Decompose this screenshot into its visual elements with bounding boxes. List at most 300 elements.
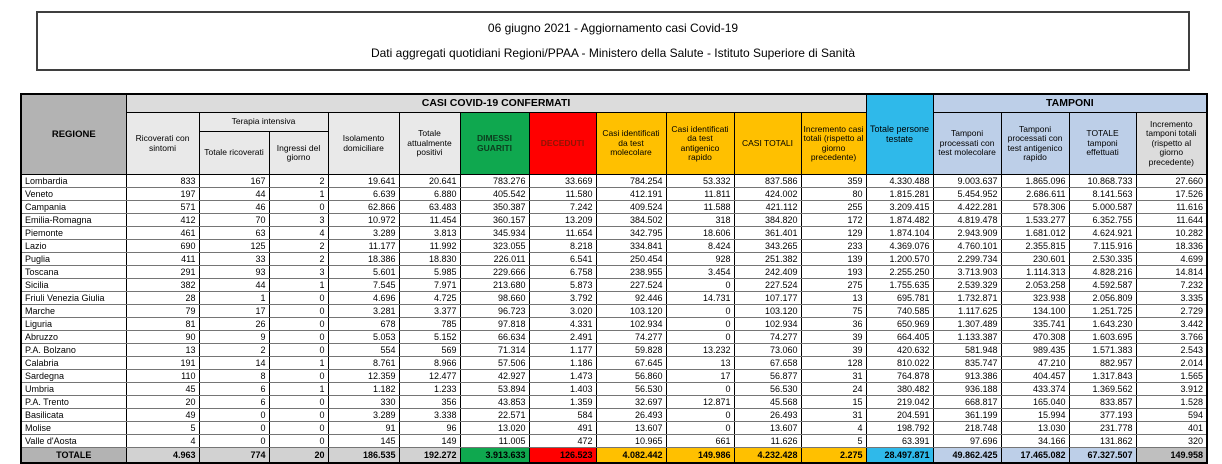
cell-terapia-totale-ricoverati: 125 [199, 240, 269, 253]
header-ricoverati-con-sintomi: Ricoverati con sintomi [126, 113, 199, 175]
cell-tamponi-molecolare: 3.713.903 [933, 266, 1001, 279]
cell-casi-test-molecolare: 56.860 [596, 370, 666, 383]
cell-terapia-ingressi-giorno: 1 [269, 357, 328, 370]
cell-incremento-casi: 4 [801, 422, 866, 435]
cell-terapia-ingressi-giorno: 0 [269, 331, 328, 344]
cell-tamponi-antigenico: 404.457 [1001, 370, 1069, 383]
cell-ricoverati-con-sintomi: 5 [126, 422, 199, 435]
cell-terapia-ingressi-giorno: 0 [269, 435, 328, 448]
cell-incremento-tamponi: 3.912 [1136, 383, 1207, 396]
cell-incremento-tamponi: 11.616 [1136, 201, 1207, 214]
cell-terapia-totale-ricoverati: 2 [199, 344, 269, 357]
cell-totale-persone-testate: 1.874.104 [866, 227, 933, 240]
cell-incremento-casi: 39 [801, 344, 866, 357]
table-row [21, 344, 1207, 357]
cell-incremento-casi: 193 [801, 266, 866, 279]
cell-casi-test-antigenico: 53.332 [666, 175, 734, 188]
table-row [21, 318, 1207, 331]
cell-tamponi-antigenico: 470.308 [1001, 331, 1069, 344]
cell-casi-test-molecolare: 250.454 [596, 253, 666, 266]
cell-casi-test-molecolare: 412.191 [596, 188, 666, 201]
cell-incremento-tamponi: 594 [1136, 409, 1207, 422]
cell-tamponi-antigenico: 2.686.611 [1001, 188, 1069, 201]
cell-deceduti: 6.541 [529, 253, 596, 266]
totale-tamponi-antigenico: 17.465.082 [1001, 448, 1069, 464]
cell-totale-tamponi: 1.251.725 [1069, 305, 1136, 318]
totale-terapia-totale-ricoverati: 774 [199, 448, 269, 464]
cell-totale-tamponi: 882.957 [1069, 357, 1136, 370]
cell-totale-persone-testate: 650.969 [866, 318, 933, 331]
cell-totale-tamponi: 1.571.383 [1069, 344, 1136, 357]
cell-dimessi-guariti: 213.680 [460, 279, 529, 292]
cell-casi-test-molecolare: 227.524 [596, 279, 666, 292]
cell-incremento-tamponi: 27.660 [1136, 175, 1207, 188]
region-name: Calabria [21, 357, 126, 370]
cell-casi-test-molecolare: 56.530 [596, 383, 666, 396]
header-incremento-tamponi: Incremento tamponi totali (rispetto al giorno precedente) [1136, 113, 1207, 175]
cell-tamponi-molecolare: 581.948 [933, 344, 1001, 357]
cell-terapia-ingressi-giorno: 0 [269, 409, 328, 422]
cell-totale-persone-testate: 420.632 [866, 344, 933, 357]
cell-incremento-tamponi: 11.644 [1136, 214, 1207, 227]
cell-tamponi-molecolare: 4.422.281 [933, 201, 1001, 214]
cell-terapia-ingressi-giorno: 3 [269, 214, 328, 227]
header-casi-test-molecolare: Casi identificati da test molecolare [596, 113, 666, 175]
cell-totale-attualmente-positivi: 20.641 [399, 175, 460, 188]
cell-totale-persone-testate: 664.405 [866, 331, 933, 344]
region-name: Molise [21, 422, 126, 435]
cell-totale-persone-testate: 740.585 [866, 305, 933, 318]
cell-dimessi-guariti: 360.157 [460, 214, 529, 227]
cell-casi-test-antigenico: 318 [666, 214, 734, 227]
cell-terapia-totale-ricoverati: 0 [199, 409, 269, 422]
cell-ricoverati-con-sintomi: 90 [126, 331, 199, 344]
cell-deceduti: 11.580 [529, 188, 596, 201]
cell-totale-attualmente-positivi: 149 [399, 435, 460, 448]
cell-ricoverati-con-sintomi: 81 [126, 318, 199, 331]
header-deceduti: DECEDUTI [529, 113, 596, 175]
cell-totale-attualmente-positivi: 1.233 [399, 383, 460, 396]
cell-terapia-ingressi-giorno: 0 [269, 370, 328, 383]
cell-incremento-tamponi: 320 [1136, 435, 1207, 448]
header-totale-tamponi: TOTALE tamponi effettuati [1069, 113, 1136, 175]
region-name: Abruzzo [21, 331, 126, 344]
cell-casi-test-molecolare: 409.524 [596, 201, 666, 214]
cell-casi-totali: 74.277 [734, 331, 801, 344]
cell-tamponi-molecolare: 97.696 [933, 435, 1001, 448]
cell-tamponi-antigenico: 15.994 [1001, 409, 1069, 422]
covid-table [20, 93, 1208, 464]
cell-totale-attualmente-positivi: 3.377 [399, 305, 460, 318]
cell-incremento-casi: 24 [801, 383, 866, 396]
header-group-casi-confermati: CASI COVID-19 CONFERMATI [126, 94, 866, 113]
cell-casi-test-molecolare: 342.795 [596, 227, 666, 240]
cell-terapia-totale-ricoverati: 70 [199, 214, 269, 227]
cell-dimessi-guariti: 71.314 [460, 344, 529, 357]
totale-deceduti: 126.523 [529, 448, 596, 464]
table-header [21, 94, 1207, 175]
cell-isolamento-domiciliare: 4.696 [328, 292, 399, 305]
cell-totale-persone-testate: 1.200.570 [866, 253, 933, 266]
header-tamponi-antigenico: Tamponi processati con test antigenico rapido [1001, 113, 1069, 175]
cell-ricoverati-con-sintomi: 20 [126, 396, 199, 409]
cell-incremento-tamponi: 4.699 [1136, 253, 1207, 266]
cell-isolamento-domiciliare: 11.177 [328, 240, 399, 253]
cell-casi-test-molecolare: 13.607 [596, 422, 666, 435]
cell-totale-tamponi: 4.624.921 [1069, 227, 1136, 240]
cell-incremento-casi: 139 [801, 253, 866, 266]
header-totale-attualmente-positivi: Totale attualmente positivi [399, 113, 460, 175]
table-row [21, 305, 1207, 318]
cell-ricoverati-con-sintomi: 412 [126, 214, 199, 227]
cell-terapia-totale-ricoverati: 9 [199, 331, 269, 344]
cell-ricoverati-con-sintomi: 833 [126, 175, 199, 188]
cell-deceduti: 33.669 [529, 175, 596, 188]
cell-terapia-ingressi-giorno: 0 [269, 318, 328, 331]
region-name: Puglia [21, 253, 126, 266]
table-row [21, 409, 1207, 422]
totale-ricoverati-con-sintomi: 4.963 [126, 448, 199, 464]
cell-dimessi-guariti: 11.005 [460, 435, 529, 448]
region-name: Liguria [21, 318, 126, 331]
cell-dimessi-guariti: 42.927 [460, 370, 529, 383]
cell-isolamento-domiciliare: 554 [328, 344, 399, 357]
cell-incremento-casi: 31 [801, 409, 866, 422]
cell-tamponi-molecolare: 361.199 [933, 409, 1001, 422]
cell-terapia-ingressi-giorno: 0 [269, 305, 328, 318]
cell-deceduti: 1.177 [529, 344, 596, 357]
cell-totale-tamponi: 6.352.755 [1069, 214, 1136, 227]
table-row [21, 292, 1207, 305]
cell-totale-tamponi: 7.115.916 [1069, 240, 1136, 253]
cell-dimessi-guariti: 345.934 [460, 227, 529, 240]
cell-isolamento-domiciliare: 7.545 [328, 279, 399, 292]
cell-incremento-casi: 13 [801, 292, 866, 305]
header-tamponi-molecolare: Tamponi processati con test molecolare [933, 113, 1001, 175]
totale-totale-persone-testate: 28.497.871 [866, 448, 933, 464]
cell-totale-tamponi: 2.530.335 [1069, 253, 1136, 266]
cell-tamponi-molecolare: 2.943.909 [933, 227, 1001, 240]
region-name: Campania [21, 201, 126, 214]
cell-dimessi-guariti: 97.818 [460, 318, 529, 331]
cell-incremento-tamponi: 2.729 [1136, 305, 1207, 318]
cell-casi-test-antigenico: 0 [666, 331, 734, 344]
cell-isolamento-domiciliare: 6.639 [328, 188, 399, 201]
cell-totale-attualmente-positivi: 8.966 [399, 357, 460, 370]
header-persone-testate: Totale persone testate [866, 94, 933, 175]
cell-terapia-ingressi-giorno: 0 [269, 396, 328, 409]
cell-casi-totali: 11.626 [734, 435, 801, 448]
table-row [21, 383, 1207, 396]
cell-tamponi-molecolare: 668.817 [933, 396, 1001, 409]
cell-tamponi-molecolare: 1.117.625 [933, 305, 1001, 318]
cell-deceduti: 6.758 [529, 266, 596, 279]
cell-casi-test-molecolare: 92.446 [596, 292, 666, 305]
cell-casi-totali: 242.409 [734, 266, 801, 279]
totale-totale-attualmente-positivi: 192.272 [399, 448, 460, 464]
region-name: P.A. Trento [21, 396, 126, 409]
cell-casi-totali: 384.820 [734, 214, 801, 227]
region-name: Lombardia [21, 175, 126, 188]
cell-casi-totali: 227.524 [734, 279, 801, 292]
cell-isolamento-domiciliare: 145 [328, 435, 399, 448]
cell-ricoverati-con-sintomi: 291 [126, 266, 199, 279]
cell-casi-totali: 421.112 [734, 201, 801, 214]
table-row [21, 396, 1207, 409]
cell-totale-attualmente-positivi: 11.454 [399, 214, 460, 227]
cell-totale-persone-testate: 63.391 [866, 435, 933, 448]
cell-casi-test-molecolare: 67.645 [596, 357, 666, 370]
header-isolamento-domiciliare: Isolamento domiciliare [328, 113, 399, 175]
report-date-title: 06 giugno 2021 - Aggiornamento casi Covid-19 [487, 21, 739, 35]
cell-totale-attualmente-positivi: 4.725 [399, 292, 460, 305]
cell-terapia-totale-ricoverati: 0 [199, 435, 269, 448]
cell-ricoverati-con-sintomi: 13 [126, 344, 199, 357]
cell-totale-attualmente-positivi: 3.338 [399, 409, 460, 422]
cell-isolamento-domiciliare: 8.761 [328, 357, 399, 370]
cell-terapia-totale-ricoverati: 6 [199, 396, 269, 409]
cell-casi-test-molecolare: 74.277 [596, 331, 666, 344]
totale-row [21, 448, 1207, 464]
cell-totale-persone-testate: 198.792 [866, 422, 933, 435]
covid-table-container [20, 93, 1208, 464]
cell-terapia-totale-ricoverati: 167 [199, 175, 269, 188]
totale-dimessi-guariti: 3.913.633 [460, 448, 529, 464]
cell-deceduti: 3.792 [529, 292, 596, 305]
cell-tamponi-antigenico: 165.040 [1001, 396, 1069, 409]
cell-casi-test-antigenico: 11.811 [666, 188, 734, 201]
header-incremento-casi: Incremento casi totali (rispetto al giorno precedente) [801, 113, 866, 175]
region-name: Toscana [21, 266, 126, 279]
table-row [21, 279, 1207, 292]
cell-deceduti: 1.359 [529, 396, 596, 409]
cell-tamponi-antigenico: 2.053.258 [1001, 279, 1069, 292]
cell-totale-tamponi: 2.056.809 [1069, 292, 1136, 305]
cell-totale-persone-testate: 2.255.250 [866, 266, 933, 279]
table-row [21, 175, 1207, 188]
cell-casi-test-antigenico: 8.424 [666, 240, 734, 253]
cell-casi-test-antigenico: 17 [666, 370, 734, 383]
cell-casi-test-molecolare: 10.965 [596, 435, 666, 448]
cell-isolamento-domiciliare: 3.281 [328, 305, 399, 318]
cell-casi-test-antigenico: 14.731 [666, 292, 734, 305]
cell-casi-test-antigenico: 3.454 [666, 266, 734, 279]
table-body [21, 175, 1207, 464]
cell-casi-totali: 424.002 [734, 188, 801, 201]
cell-incremento-casi: 233 [801, 240, 866, 253]
cell-casi-test-antigenico: 12.871 [666, 396, 734, 409]
region-name: Sicilia [21, 279, 126, 292]
cell-deceduti: 3.020 [529, 305, 596, 318]
cell-incremento-tamponi: 17.526 [1136, 188, 1207, 201]
totale-label: TOTALE [21, 448, 126, 464]
cell-deceduti: 472 [529, 435, 596, 448]
header-regione: REGIONE [21, 94, 126, 175]
cell-ricoverati-con-sintomi: 79 [126, 305, 199, 318]
table-row [21, 370, 1207, 383]
report-subtitle: Dati aggregati quotidiani Regioni/PPAA - Ministero della Salute - Istituto Superiore di Sanità [370, 46, 856, 60]
table-row [21, 214, 1207, 227]
cell-casi-test-molecolare: 26.493 [596, 409, 666, 422]
cell-incremento-casi: 80 [801, 188, 866, 201]
cell-tamponi-antigenico: 989.435 [1001, 344, 1069, 357]
cell-dimessi-guariti: 98.660 [460, 292, 529, 305]
table-row [21, 422, 1207, 435]
cell-tamponi-molecolare: 4.819.478 [933, 214, 1001, 227]
cell-casi-test-antigenico: 0 [666, 422, 734, 435]
cell-incremento-casi: 255 [801, 201, 866, 214]
cell-terapia-totale-ricoverati: 17 [199, 305, 269, 318]
cell-casi-totali: 837.586 [734, 175, 801, 188]
cell-isolamento-domiciliare: 5.601 [328, 266, 399, 279]
cell-tamponi-molecolare: 936.188 [933, 383, 1001, 396]
header-casi-test-antigenico: Casi identificati da test antigenico rapido [666, 113, 734, 175]
cell-incremento-casi: 275 [801, 279, 866, 292]
table-row [21, 357, 1207, 370]
cell-casi-test-antigenico: 13 [666, 357, 734, 370]
cell-isolamento-domiciliare: 91 [328, 422, 399, 435]
cell-deceduti: 13.209 [529, 214, 596, 227]
cell-dimessi-guariti: 405.542 [460, 188, 529, 201]
cell-terapia-ingressi-giorno: 4 [269, 227, 328, 240]
cell-dimessi-guariti: 57.506 [460, 357, 529, 370]
cell-terapia-totale-ricoverati: 44 [199, 188, 269, 201]
cell-totale-tamponi: 377.193 [1069, 409, 1136, 422]
cell-tamponi-antigenico: 47.210 [1001, 357, 1069, 370]
cell-totale-tamponi: 4.828.216 [1069, 266, 1136, 279]
cell-casi-totali: 45.568 [734, 396, 801, 409]
cell-ricoverati-con-sintomi: 571 [126, 201, 199, 214]
cell-terapia-totale-ricoverati: 46 [199, 201, 269, 214]
cell-casi-totali: 103.120 [734, 305, 801, 318]
cell-tamponi-molecolare: 1.133.387 [933, 331, 1001, 344]
cell-isolamento-domiciliare: 18.386 [328, 253, 399, 266]
cell-totale-tamponi: 131.862 [1069, 435, 1136, 448]
cell-isolamento-domiciliare: 3.289 [328, 227, 399, 240]
cell-isolamento-domiciliare: 330 [328, 396, 399, 409]
cell-terapia-totale-ricoverati: 33 [199, 253, 269, 266]
cell-terapia-ingressi-giorno: 3 [269, 266, 328, 279]
cell-casi-test-molecolare: 102.934 [596, 318, 666, 331]
region-name: Basilicata [21, 409, 126, 422]
cell-ricoverati-con-sintomi: 411 [126, 253, 199, 266]
cell-totale-tamponi: 5.000.587 [1069, 201, 1136, 214]
cell-deceduti: 11.654 [529, 227, 596, 240]
cell-casi-test-molecolare: 784.254 [596, 175, 666, 188]
cell-totale-persone-testate: 219.042 [866, 396, 933, 409]
cell-totale-tamponi: 1.317.843 [1069, 370, 1136, 383]
cell-casi-test-antigenico: 661 [666, 435, 734, 448]
cell-tamponi-antigenico: 13.030 [1001, 422, 1069, 435]
cell-tamponi-antigenico: 1.114.313 [1001, 266, 1069, 279]
cell-deceduti: 4.331 [529, 318, 596, 331]
cell-deceduti: 1.473 [529, 370, 596, 383]
cell-casi-test-antigenico: 0 [666, 383, 734, 396]
cell-tamponi-molecolare: 5.454.952 [933, 188, 1001, 201]
cell-casi-test-molecolare: 238.955 [596, 266, 666, 279]
header-group-tamponi: TAMPONI [933, 94, 1207, 113]
cell-totale-tamponi: 231.778 [1069, 422, 1136, 435]
cell-terapia-totale-ricoverati: 93 [199, 266, 269, 279]
cell-totale-persone-testate: 204.591 [866, 409, 933, 422]
cell-tamponi-antigenico: 433.374 [1001, 383, 1069, 396]
cell-terapia-totale-ricoverati: 14 [199, 357, 269, 370]
cell-dimessi-guariti: 350.387 [460, 201, 529, 214]
cell-ricoverati-con-sintomi: 49 [126, 409, 199, 422]
cell-incremento-casi: 39 [801, 331, 866, 344]
header-totale-ricoverati: Totale ricoverati [199, 132, 269, 175]
totale-casi-test-antigenico: 149.986 [666, 448, 734, 464]
cell-ricoverati-con-sintomi: 191 [126, 357, 199, 370]
cell-tamponi-antigenico: 323.938 [1001, 292, 1069, 305]
table-row [21, 201, 1207, 214]
cell-totale-persone-testate: 1.755.635 [866, 279, 933, 292]
cell-dimessi-guariti: 96.723 [460, 305, 529, 318]
cell-totale-attualmente-positivi: 7.971 [399, 279, 460, 292]
cell-incremento-tamponi: 1.528 [1136, 396, 1207, 409]
cell-casi-test-antigenico: 18.606 [666, 227, 734, 240]
cell-tamponi-molecolare: 913.386 [933, 370, 1001, 383]
cell-totale-tamponi: 1.643.230 [1069, 318, 1136, 331]
cell-tamponi-molecolare: 2.539.329 [933, 279, 1001, 292]
table-row [21, 266, 1207, 279]
cell-casi-totali: 56.530 [734, 383, 801, 396]
cell-casi-test-antigenico: 0 [666, 409, 734, 422]
cell-dimessi-guariti: 229.666 [460, 266, 529, 279]
cell-isolamento-domiciliare: 62.866 [328, 201, 399, 214]
cell-totale-persone-testate: 1.874.482 [866, 214, 933, 227]
cell-ricoverati-con-sintomi: 461 [126, 227, 199, 240]
cell-totale-attualmente-positivi: 6.880 [399, 188, 460, 201]
table-row [21, 188, 1207, 201]
cell-casi-test-molecolare: 103.120 [596, 305, 666, 318]
cell-totale-attualmente-positivi: 18.830 [399, 253, 460, 266]
cell-tamponi-antigenico: 134.100 [1001, 305, 1069, 318]
cell-terapia-ingressi-giorno: 0 [269, 344, 328, 357]
cell-incremento-tamponi: 1.565 [1136, 370, 1207, 383]
cell-casi-test-antigenico: 0 [666, 279, 734, 292]
region-name: Veneto [21, 188, 126, 201]
cell-dimessi-guariti: 323.055 [460, 240, 529, 253]
cell-terapia-ingressi-giorno: 0 [269, 201, 328, 214]
cell-incremento-tamponi: 3.766 [1136, 331, 1207, 344]
cell-deceduti: 8.218 [529, 240, 596, 253]
cell-tamponi-molecolare: 1.307.489 [933, 318, 1001, 331]
cell-incremento-casi: 128 [801, 357, 866, 370]
region-name: Umbria [21, 383, 126, 396]
cell-totale-tamponi: 833.857 [1069, 396, 1136, 409]
cell-incremento-casi: 172 [801, 214, 866, 227]
cell-totale-attualmente-positivi: 3.813 [399, 227, 460, 240]
cell-tamponi-antigenico: 1.681.012 [1001, 227, 1069, 240]
cell-casi-test-antigenico: 11.588 [666, 201, 734, 214]
cell-incremento-tamponi: 10.282 [1136, 227, 1207, 240]
cell-totale-persone-testate: 380.482 [866, 383, 933, 396]
cell-tamponi-molecolare: 9.003.637 [933, 175, 1001, 188]
cell-deceduti: 491 [529, 422, 596, 435]
cell-incremento-tamponi: 18.336 [1136, 240, 1207, 253]
cell-deceduti: 1.186 [529, 357, 596, 370]
cell-ricoverati-con-sintomi: 110 [126, 370, 199, 383]
cell-casi-totali: 361.401 [734, 227, 801, 240]
cell-dimessi-guariti: 66.634 [460, 331, 529, 344]
cell-totale-persone-testate: 810.022 [866, 357, 933, 370]
cell-ricoverati-con-sintomi: 4 [126, 435, 199, 448]
cell-tamponi-molecolare: 218.748 [933, 422, 1001, 435]
cell-isolamento-domiciliare: 12.359 [328, 370, 399, 383]
cell-incremento-tamponi: 3.335 [1136, 292, 1207, 305]
cell-terapia-totale-ricoverati: 26 [199, 318, 269, 331]
